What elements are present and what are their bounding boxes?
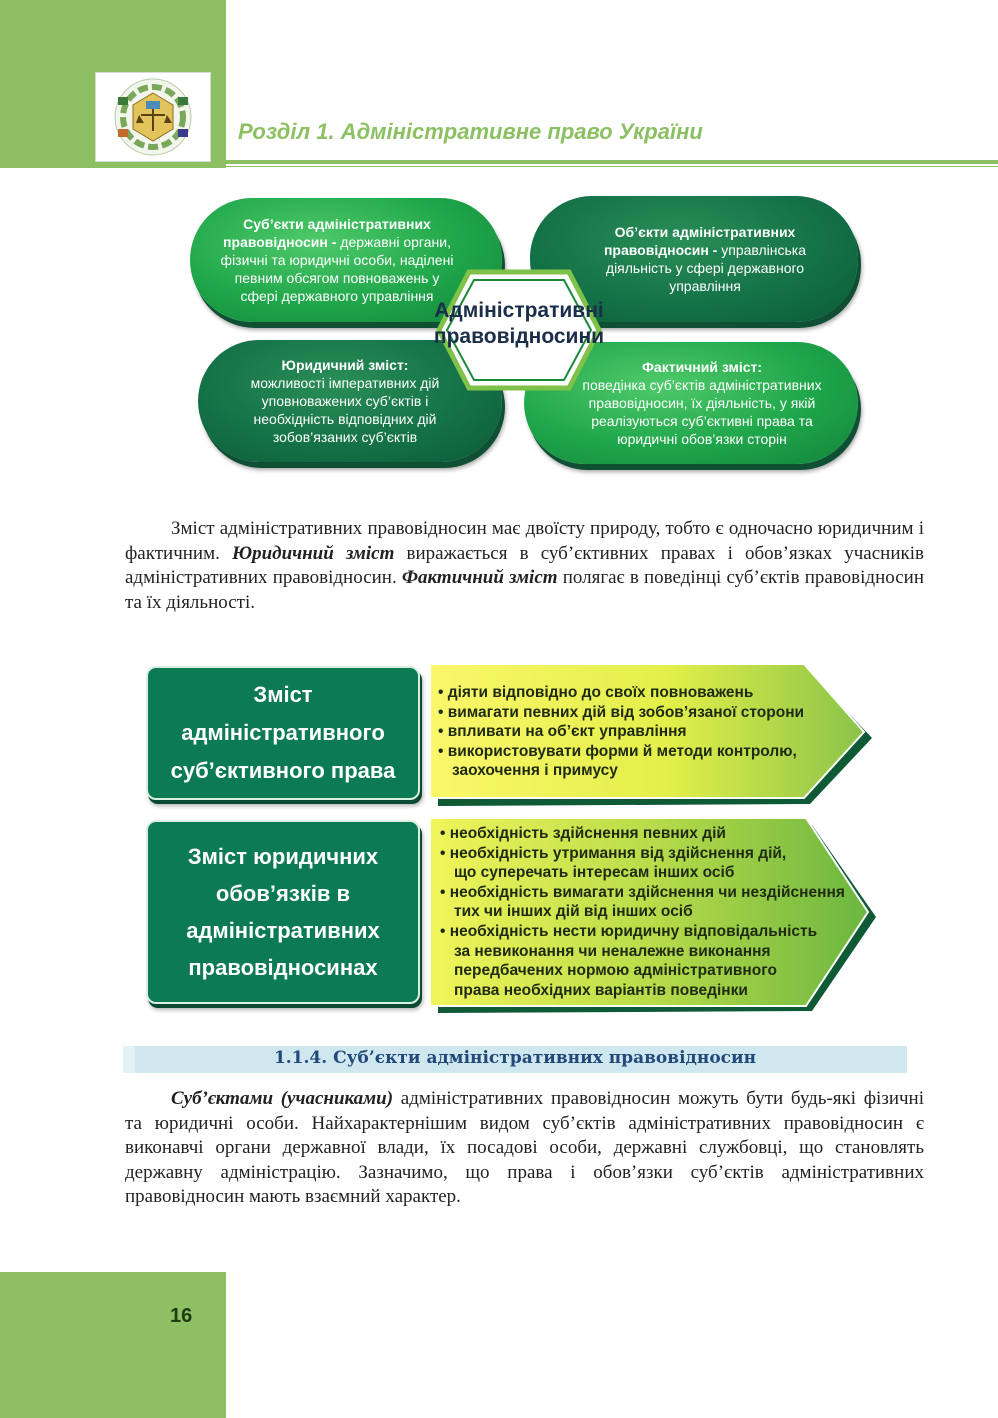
duties-title-line3: адміністративних [186,918,380,943]
list-item-continuation: права необхідних варіантів поведінки [454,981,748,999]
objects-card-text: управлінська діяльність у сфері державного управління [605,242,807,294]
rights-bullet-list [438,683,804,781]
legal-content-title: Юридичний зміст: [281,357,409,373]
list-item-continuation: тих чи інших дій від інших осіб [454,903,693,921]
paragraph-subjects [125,1087,924,1210]
center-hexagon [417,268,621,392]
duties-title-line4: правовідносинах [188,955,378,980]
list-item: • впливати на об’єкт управління [438,723,687,741]
list-item: • використовувати форми й методи контролю, [438,742,797,760]
chapter-logo [95,72,211,162]
list-item: • необхідність вимагати здійснення чи нездійснення [440,883,845,901]
subjects-card-title: Суб’єкти адміністративних правовідносин - [223,216,431,250]
list-item-continuation: що суперечать інтересам інших осіб [454,864,735,882]
paragraph-content-nature [125,517,924,615]
list-item: • необхідність нести юридичну відповідальність [440,922,818,940]
objects-card-title: Об’єкти адміністративних правовідносин - [603,224,796,258]
list-item: • вимагати певних дій від зобов’язаної сторони [438,703,805,721]
subjects-card-text: державні органи, фізичні та юридичні особи, наділені певним обсягом повноважень у сфері державного управління [220,234,454,304]
rights-title-line1: Зміст [253,682,313,707]
duties-title-box [146,820,420,1004]
list-item: • діяти відповідно до своїх повноважень [438,684,754,701]
header-rule [226,160,998,164]
list-item-continuation: заохочення і примусу [452,762,618,780]
paragraph2-emphasis-subjects: Суб’єктами (учасниками) [171,1088,394,1109]
center-title-line1: Адміністративні [434,299,604,322]
center-title-line2: правовідносини [433,325,605,348]
section-heading: 1.1.4. Суб’єкти адміністративних правовідносин [273,1048,757,1068]
legal-content-text: можливості імперативних дій уповноважених суб’єктів і необхідність відповідних дій зобов’язаних суб’єктів [250,375,440,445]
list-item: • необхідність здійснення певних дій [440,825,726,842]
factual-content-text: поведінка суб’єктів адміністративних правовідносин, їх діяльність, у якій реалізуються суб’єктивні права та юридичні обов’язки сторін [582,377,822,447]
chapter-title: Розділ 1. Адміністративне право України [238,119,703,144]
rights-title-line3: суб’єктивного права [170,758,396,783]
duties-title-line2: обов’язків в [215,881,351,906]
list-item: • необхідність утримання від здійснення дій, [440,844,787,862]
paragraph1-emphasis-legal: Юридичний зміст [232,542,395,564]
footer-green-block [0,1272,226,1418]
paragraph1-text-1: Зміст адміністративних правовідносин має двоїсту природу, тобто є одночасно юридичним і фактичним. [125,518,924,564]
factual-content-title: Фактичний зміст: [641,359,763,375]
duties-bullet-list [440,824,845,1000]
duties-title-line1: Зміст юридичних [187,844,379,869]
rights-title-box [146,666,420,800]
paragraph2-text: адміністративних правовідносин можуть бути будь-які фізичні та юридичні особи. Найхарактернішим видом суб’єктів адміністративних правовідносин є виконавчі органи державної влади, їх посадові особи, державні службовці, що становлять державну адміністрацію. Зазначимо, що права і обов’язки суб’єктів адміністративних правовідносин мають взаємний характер. [125,1088,924,1207]
law-emblem-icon [96,73,210,161]
paragraph1-text-2: виражається в суб’єктивних правах і обов’язках учасників адміністративних правовідносин. [125,542,924,588]
list-item-continuation: за невиконання чи неналежне виконання [454,942,771,960]
rights-title-line2: адміністративного [181,720,385,745]
paragraph1-text-3: полягає в поведінці суб’єктів правовідносин та їх діяльності. [125,567,924,613]
list-item-continuation: передбачених нормою адміністративного [454,962,777,980]
header-rule-thin [226,166,998,167]
page-number: 16 [170,1305,193,1327]
paragraph1-emphasis-factual: Фактичний зміст [401,567,558,588]
